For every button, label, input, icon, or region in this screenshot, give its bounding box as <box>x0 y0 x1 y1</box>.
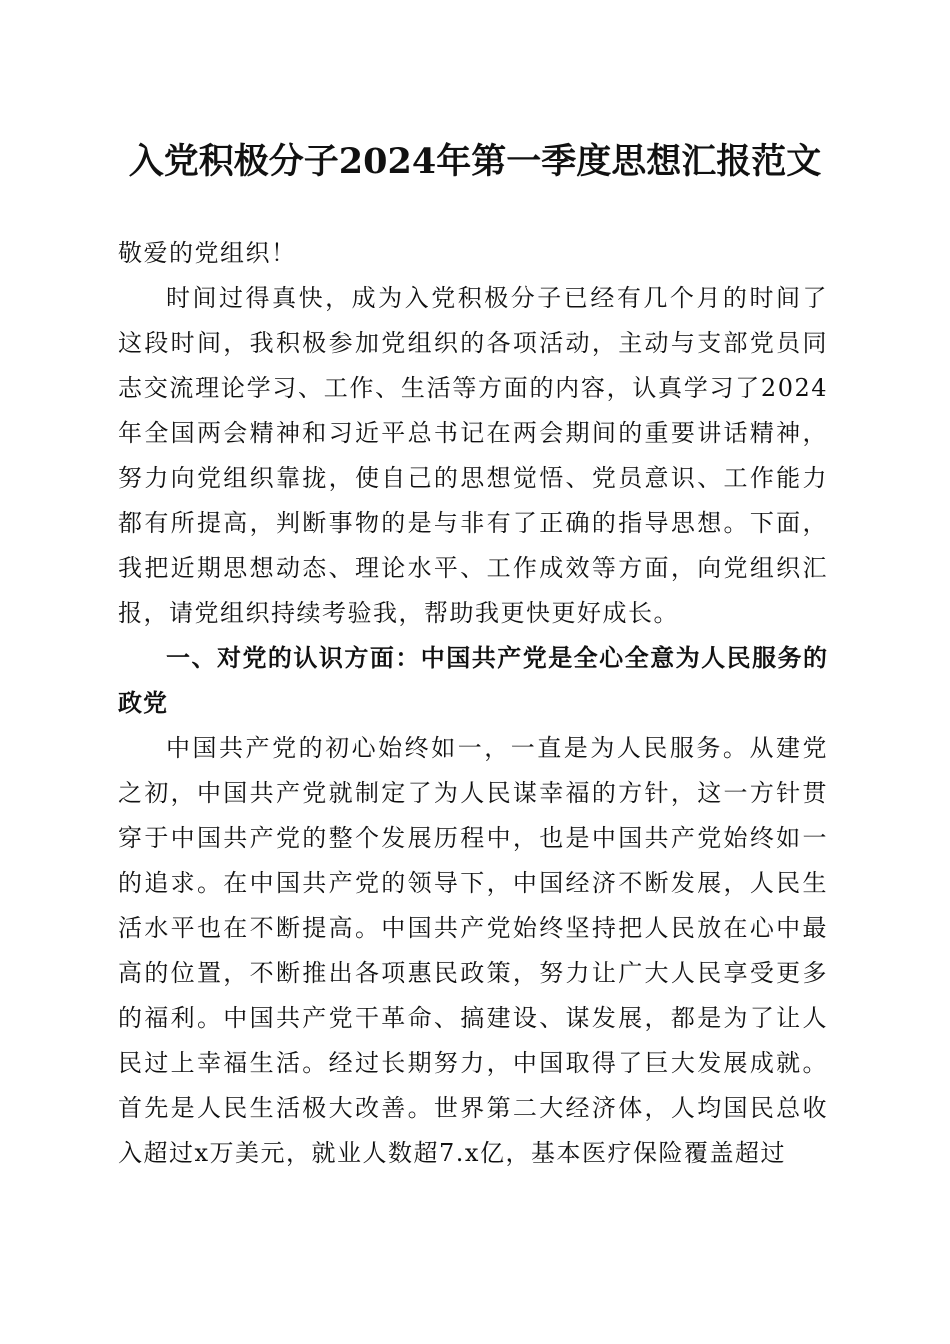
section-heading-1: 一、对党的认识方面：中国共产党是全心全意为人民服务的政党 <box>118 644 828 717</box>
intro-paragraph: 时间过得真快，成为入党积极分子已经有几个月的时间了这段时间，我积极参加党组织的各项活动，主动与支部党员同志交流理论学习、工作、生活等方面的内容，认真学习了2024年全国两会精神和习近平总书记在两会期间的重要讲话精神，努力向党组织靠拢，使自己的思想觉悟、党员意识、工作能力都有所提高，判断事物的是与非有了正确的指导思想。下面，我把近期思想动态、理论水平、工作成效等方面，向党组织汇报，请党组织持续考验我，帮助我更快更好成长。 <box>118 284 828 627</box>
section-paragraph-1: 中国共产党的初心始终如一，一直是为人民服务。从建党之初，中国共产党就制定了为人民谋幸福的方针，这一方针贯穿于中国共产党的整个发展历程中，也是中国共产党始终如一的追求。在中国共产党的领导下，中国经济不断发展，人民生活水平也在不断提高。中国共产党始终坚持把人民放在心中最高的位置，不断推出各项惠民政策，努力让广大人民享受更多的福利。中国共产党干革命、搞建设、谋发展，都是为了让人民过上幸福生活。经过长期努力，中国取得了巨大发展成就。首先是人民生活极大改善。世界第二大经济体，人均国民总收入超过x万美元，就业人数超7.x亿，基本医疗保险覆盖超过 <box>118 734 828 1167</box>
document-body <box>118 231 828 1176</box>
document-title: 入党积极分子2024年第一季度思想汇报范文 <box>128 141 822 182</box>
salutation: 敬爱的党组织！ <box>118 239 297 267</box>
